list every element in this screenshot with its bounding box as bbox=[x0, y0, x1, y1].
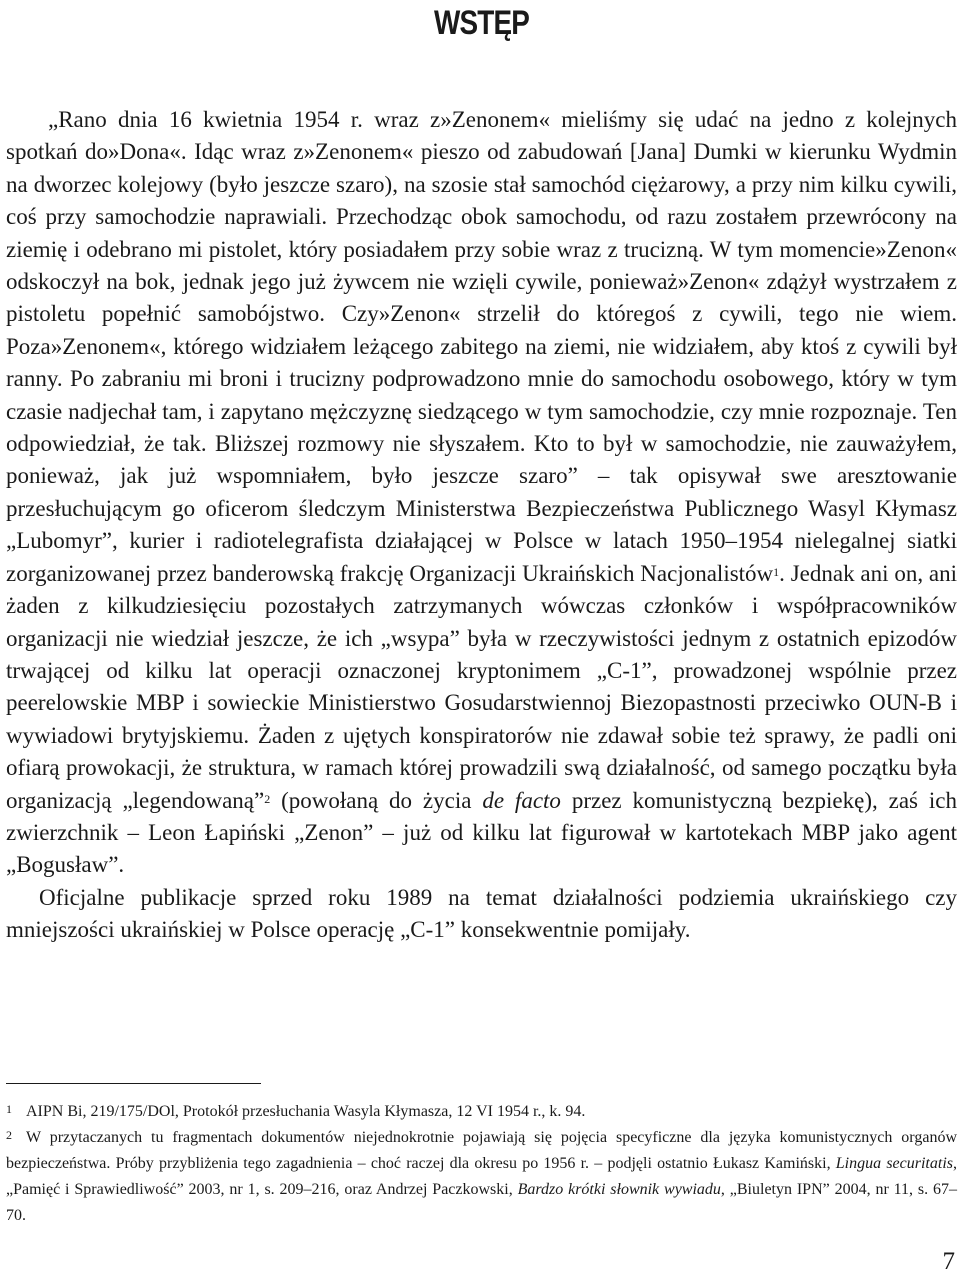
footnote-1-text: AIPN Bi, 219/175/DOl, Protokół przesłuchania Wasyla Kłymasza, 12 VI 1954 r., k. 94. bbox=[26, 1103, 586, 1120]
footnote-2-italic-a: Lingua securitatis bbox=[835, 1155, 953, 1172]
paragraph-1-part-4: przez komunistyczną bezpiekę), zaś ich zwierzchnik – Leon Łapiński „Zenon” – już od kilku lat figurował w kartotekach MBP jako agent „Bogusław”. bbox=[6, 787, 957, 878]
footnote-2-text-c: , „Biuletyn IPN” 2004, nr 11, s. 67–70. bbox=[6, 1181, 958, 1224]
page-title: WSTĘP bbox=[433, 4, 530, 42]
footnote-ref-2[interactable]: 2 bbox=[264, 791, 271, 806]
footnote-divider bbox=[6, 1083, 261, 1084]
footnote-1-number: 1 bbox=[6, 1102, 12, 1116]
footnotes bbox=[6, 1099, 957, 1229]
footnote-2-italic-b: Bardzo krótki słownik wywiadu bbox=[517, 1181, 721, 1198]
paragraph-1-part-3: (powołaną do życia bbox=[270, 787, 483, 813]
footnote-1 bbox=[6, 1099, 957, 1125]
body-text bbox=[6, 104, 957, 947]
paragraph-1-italic: de facto bbox=[482, 787, 561, 813]
paragraph-1 bbox=[6, 104, 957, 882]
paragraph-1-part-1: „Rano dnia 16 kwietnia 1954 r. wraz z»Zenonem« mieliśmy się udać na jedno z kolejnych spotkań do»Dona«. Idąc wraz z»Zenonem« pieszo od zabudowań [Jana] Dumki w kierunku Wydmin na dworzec kolejowy (było jeszcze szaro), na szosie stał samochód ciężarowy, a przy nim kilku cywili, coś przy samochodzie naprawiali. Przechodząc obok samochodu, od razu zostałem przewrócony na ziemię i odebrano mi pistolet, który posiadałem przy sobie wraz z trucizną. W tym momencie»Zenon« odskoczył na bok, jednak jego już żywcem nie wzięli cywile, ponieważ»Zenon« zdążył wystrzałem z pistoletu popełnić samobójstwo. Czy»Zenon« strzelił do któregoś z cywili, tego nie wiem. Poza»Zenonem«, którego widziałem leżącego zabitego na ziemi, nie widziałem, aby ktoś z cywili był ranny. Po zabraniu mi broni i trucizny podprowadzono mnie do samochodu osobowego, który w tym czasie nadjechał tam, i zapytano mężczyznę siedzącego w tym samochodzie, czy mnie rozpoznaje. Ten odpowiedział, że tak. Bliższej rozmowy nie słyszałem. Kto to był w samochodzie, nie zauważyłem, ponieważ, jak już wspomniałem, było jeszcze szaro” – tak opisywał swe aresztowanie przesłuchującym go oficerom śledczym Ministerstwa Bezpieczeństwa Publicznego Wasyl Kłymasz „Lubomyr”, kurier i radiotelegrafista działającej w Polsce w latach 1950–1954 nielegalnej siatki zorganizowanej przez banderowską frakcję Organizacji Ukraińskich Nacjonalistów bbox=[6, 107, 957, 586]
footnote-2-text-b: , „Pamięć i Sprawiedliwość” 2003, nr 1, s. 209–216, oraz Andrzej Paczkowski, bbox=[6, 1155, 957, 1198]
footnote-ref-1[interactable]: 1 bbox=[773, 564, 780, 579]
page-number: 7 bbox=[942, 1248, 955, 1275]
footnote-2 bbox=[6, 1125, 957, 1229]
footnote-2-number: 2 bbox=[6, 1128, 12, 1142]
document-page bbox=[6, 0, 957, 1283]
paragraph-2: Oficjalne publikacje sprzed roku 1989 na temat działalności podziemia ukraińskiego czy mniejszości ukraińskiej w Polsce operację „C-1” konsekwentnie pomijały. bbox=[6, 884, 957, 943]
footnote-2-text-a: W przytaczanych tu fragmentach dokumentów niejednokrotnie pojawiają się pojęcia specyficzne dla języka komunistycznych organów bezpieczeństwa. Próby przybliżenia tego zagadnienia – choć raczej dla okresu po 1956 r. – podjęli ostatnio Łukasz Kamiński, bbox=[6, 1129, 957, 1172]
paragraph-1-part-2: . Jednak ani on, ani żaden z kilkudziesięciu pozostałych zatrzymanych wówczas członków i współpracowników organizacji nie wiedział jeszcze, że ich „wsypa” była w rzeczywistości jednym z ostatnich epizodów trwającej od kilku lat operacji oznaczonej kryptonimem „C-1”, prowadzonej wspólnie przez peerelowskie MBP i sowieckie Ministierstwo Gosudarstwiennoj Biezopastnosti przeciwko OUN-B i wywiadowi brytyjskiemu. Żaden z ujętych konspiratorów nie zdawał sobie też sprawy, że padli oni ofiarą prowokacji, że struktura, w ramach której prowadzili swą działalność, od samego początku była organizacją „legendowaną” bbox=[6, 560, 957, 813]
